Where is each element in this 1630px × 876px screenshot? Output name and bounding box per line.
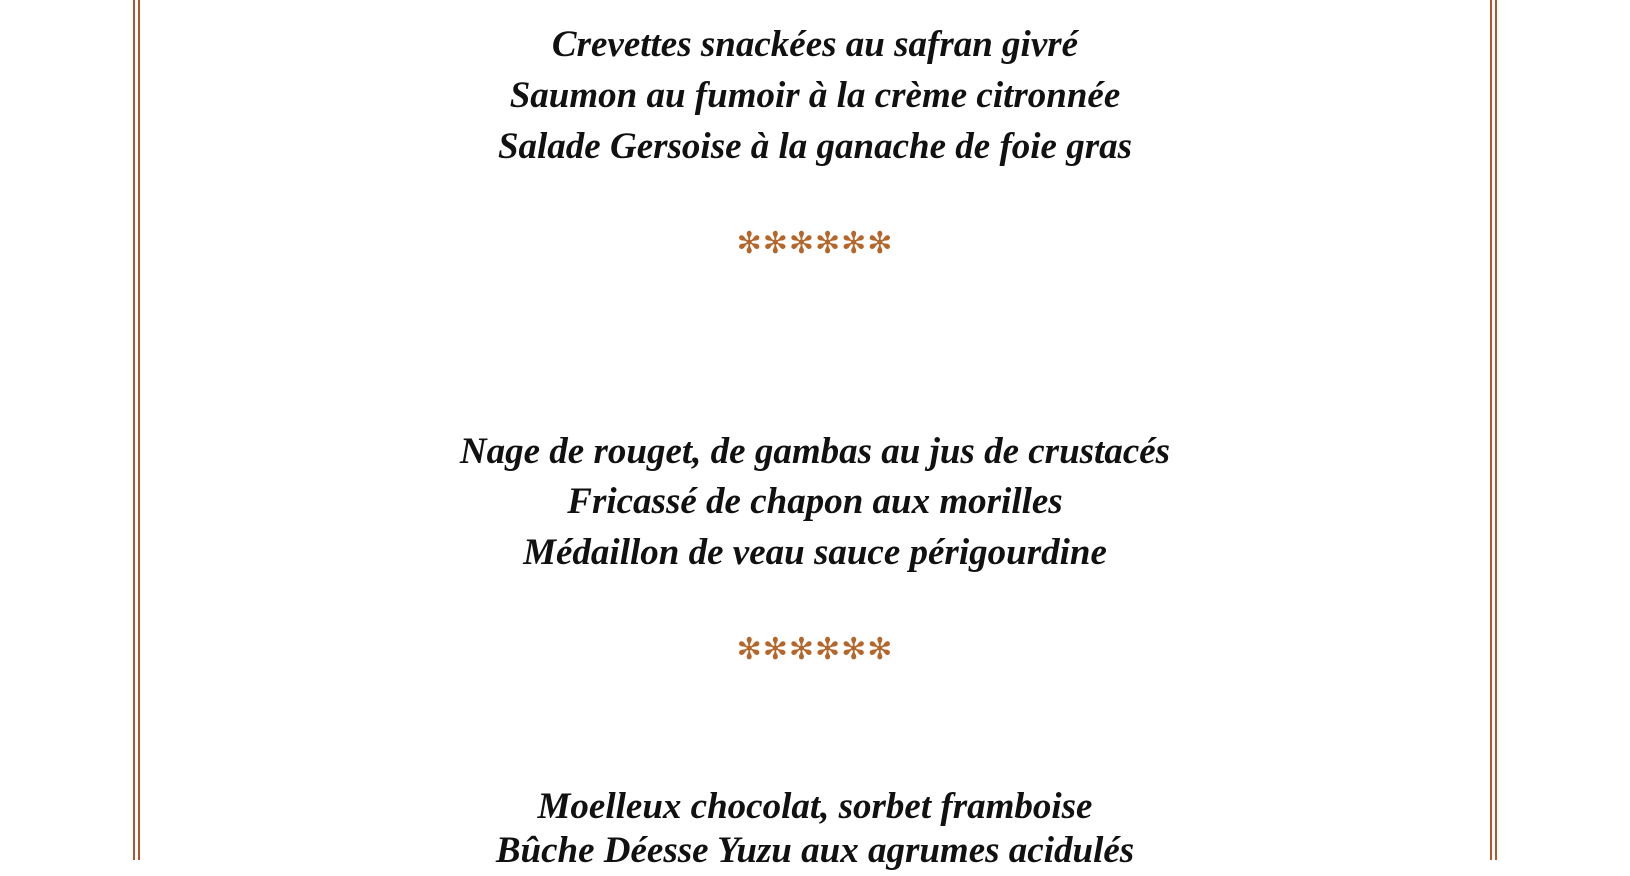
- menu-page: [142, 0, 1488, 871]
- left-border-inner: [138, 0, 140, 860]
- dish-fricasse: Fricassé de chapon aux morilles: [567, 481, 1063, 522]
- dish-buche: Bûche Déesse Yuzu aux agrumes acidulés: [495, 830, 1135, 871]
- dish-salade: Salade Gersoise à la ganache de foie gras: [497, 126, 1133, 167]
- dish-moelleux: Moelleux chocolat, sorbet framboise: [537, 786, 1093, 827]
- dish-nage: Nage de rouget, de gambas au jus de crustacés: [459, 431, 1171, 472]
- right-border-inner: [1490, 0, 1492, 860]
- dish-crevettes: Crevettes snackées au safran givré: [551, 24, 1079, 65]
- course-separator-2: ✻✻✻✻✻✻: [736, 632, 894, 667]
- left-border-outer: [133, 0, 135, 860]
- right-border-outer: [1495, 0, 1497, 860]
- dish-saumon: Saumon au fumoir à la crème citronnée: [509, 75, 1121, 116]
- course-separator-1: ✻✻✻✻✻✻: [736, 226, 894, 261]
- dish-medaillon: Médaillon de veau sauce périgourdine: [523, 532, 1107, 573]
